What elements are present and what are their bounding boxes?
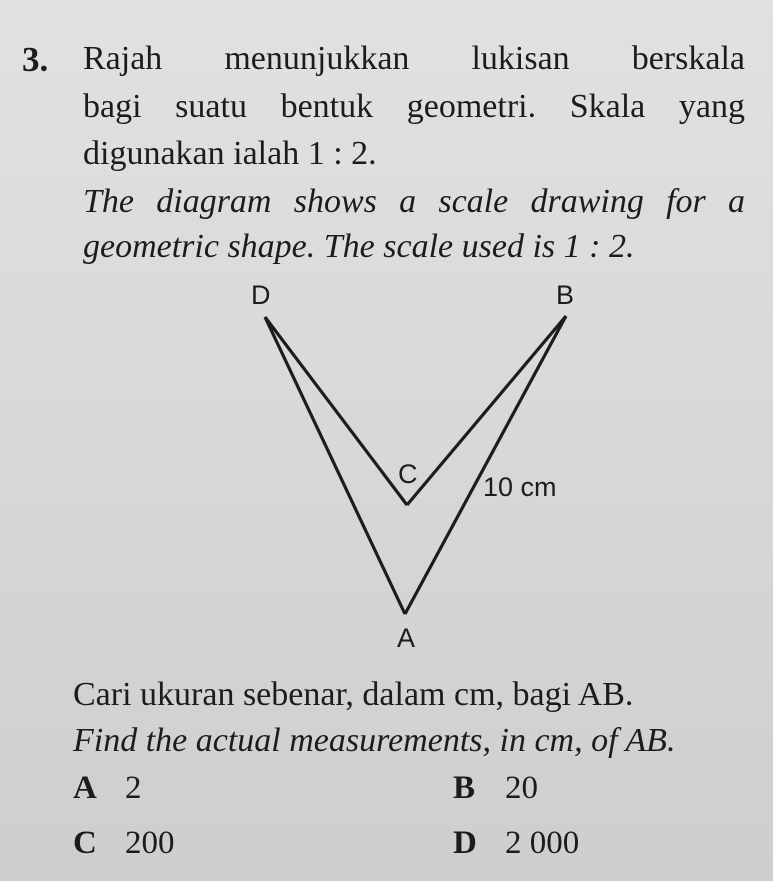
- edge-da: [265, 317, 405, 614]
- option-d-letter: D: [453, 825, 477, 861]
- question-number: 3.: [22, 40, 49, 79]
- edge-ab: [405, 316, 566, 614]
- option-b[interactable]: [453, 770, 538, 807]
- question-english-line-1: The diagram shows a scale drawing for a: [83, 183, 745, 220]
- point-label-d: D: [251, 280, 271, 310]
- question-malay-line-2: bagi suatu bentuk geometri. Skala yang: [83, 88, 745, 125]
- question-english-line-2: geometric shape. The scale used is 1 : 2.: [83, 228, 635, 265]
- option-c-value: 200: [125, 825, 175, 861]
- length-label-ab: 10 cm: [483, 472, 557, 502]
- point-label-c: C: [398, 459, 418, 489]
- prompt-english: Find the actual measurements, in cm, of AB.: [73, 722, 676, 759]
- option-c-letter: C: [73, 825, 97, 861]
- question-malay-line-1: Rajah menunjukkan lukisan berskala: [83, 40, 745, 77]
- option-d[interactable]: [453, 825, 579, 862]
- option-c[interactable]: [73, 825, 175, 862]
- edge-cd: [265, 317, 407, 505]
- option-b-letter: B: [453, 770, 476, 806]
- option-b-value: 20: [505, 770, 538, 806]
- option-d-value: 2 000: [505, 825, 580, 861]
- prompt-malay: Cari ukuran sebenar, dalam cm, bagi AB.: [73, 676, 634, 713]
- option-a[interactable]: [73, 770, 142, 807]
- option-a-value: 2: [125, 770, 142, 806]
- question-malay-line-3: digunakan ialah 1 : 2.: [83, 135, 377, 172]
- point-label-a: A: [397, 623, 416, 653]
- option-a-letter: A: [73, 770, 97, 806]
- point-label-b: B: [556, 280, 575, 310]
